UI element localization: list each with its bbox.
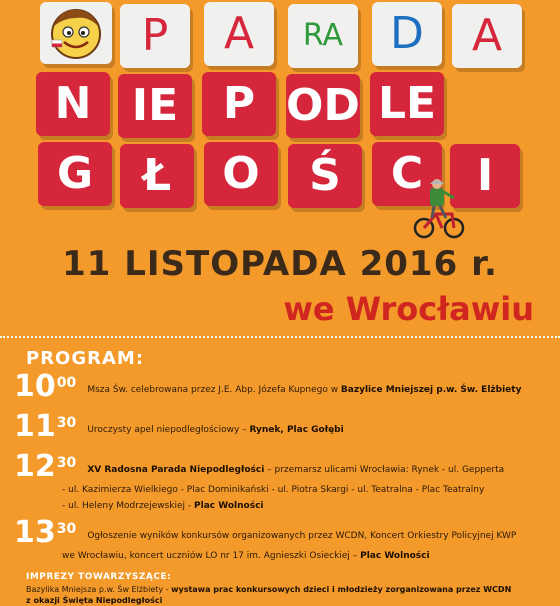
block-row2-5 [370,72,444,136]
event-city: we Wrocławiu [283,290,534,328]
block-letter: P [222,78,256,129]
program-hour: 11 [14,409,56,444]
block-row3-4 [288,144,362,208]
event-date: 11 LISTOPADA 2016 r. [62,244,498,284]
program-minutes: 00 [56,375,77,391]
program-text: Uroczysty apel niepodległościowy – [87,425,250,435]
block-row1-2 [204,2,274,66]
program-text: Msza Św. celebrowana przez J.E. Abp. Józefa Kupnego w [87,385,341,395]
program-route-line2: - ul. Kazimierza Wielkiego - Plac Dominikański - ul. Piotra Skargi - ul. Teatralna - Plac Teatralny [62,485,485,495]
block-letter: Ś [309,150,341,201]
smiley-face-block [40,2,112,64]
side-events-bold: wystawa prac konkursowych dzieci i młodzieży zorganizowana przez WCDN [171,585,512,594]
program-text: – przemarsz ulicami Wrocławia: Rynek - ul. Gepperta [264,465,505,475]
block-letter: OD [286,80,360,131]
program-entry-1230 [14,449,554,514]
program-location: Plac Wolności [194,501,264,511]
program-text: we Wrocławiu, koncert uczniów LO nr 17 im. Agnieszki Osieckiej – [62,551,361,561]
block-letter: C [390,148,424,199]
block-letter: A [471,10,503,61]
program-time [14,409,77,444]
block-row2-4 [286,74,360,138]
block-letter: D [390,8,424,59]
program-description: Ogłoszenie wyników konkursów organizowanych przez WCDN, Koncert Orkiestry Policyjnej KWP [87,531,517,541]
program-entry-1330 [14,515,554,564]
program-minutes: 30 [56,521,77,537]
block-letter: LE [377,78,437,129]
block-row1-4 [372,2,442,66]
program-location: Bazylice Mniejszej p.w. Św. Elżbiety [340,385,522,395]
program-event-name: XV Radosna Parada Niepodległości [87,465,265,475]
title-blocks [0,0,560,240]
program-description [87,462,504,478]
program-location: Rynek, Plac Gołębi [249,425,344,435]
side-events-line2: z okazji Święta Niepodległości [26,596,163,605]
block-row2-1 [36,72,110,136]
program-time [14,515,77,550]
program-hour: 10 [14,369,56,404]
block-letter: N [54,78,92,129]
block-letter: RA [302,18,344,53]
program-time [14,369,77,404]
block-letter: A [223,8,255,59]
block-letter: P [141,10,169,61]
block-row1-3 [288,4,358,68]
block-row1-5 [452,4,522,68]
block-row2-3 [202,72,276,136]
side-events-text: Bazylika Mniejsza p.w. Św Elżbiety - [26,585,172,594]
program-line2 [14,548,554,564]
program-description [87,422,343,438]
cyclist-figure-icon [412,178,468,240]
program-time [14,449,77,484]
block-letter: G [56,148,94,199]
program-text: - ul. Heleny Modrzejewskiej - [62,501,195,511]
program-hour: 13 [14,515,56,550]
block-row3-2 [120,144,194,208]
program-minutes: 30 [56,455,77,471]
program-entry-1130 [14,409,554,444]
side-events-title: IMPREZY TOWARZYSZĄCE: [26,572,172,582]
program-route-line3 [14,498,554,514]
block-row1-1 [120,4,190,68]
program-hour: 12 [14,449,56,484]
side-events-description [26,584,556,606]
block-row3-1 [38,142,112,206]
block-letter: Ł [142,150,172,201]
smiley-face-icon [48,6,104,60]
block-letter: IE [131,80,179,131]
program-location: Plac Wolności [360,551,430,561]
block-letter: O [222,148,260,199]
block-letter: I [476,150,494,201]
program-description [87,382,521,398]
dotted-divider [0,336,560,346]
program-entry-1000 [14,369,554,404]
program-minutes: 30 [56,415,77,431]
program-title: PROGRAM: [26,348,145,369]
block-row3-3 [204,142,278,206]
block-row2-2 [118,74,192,138]
